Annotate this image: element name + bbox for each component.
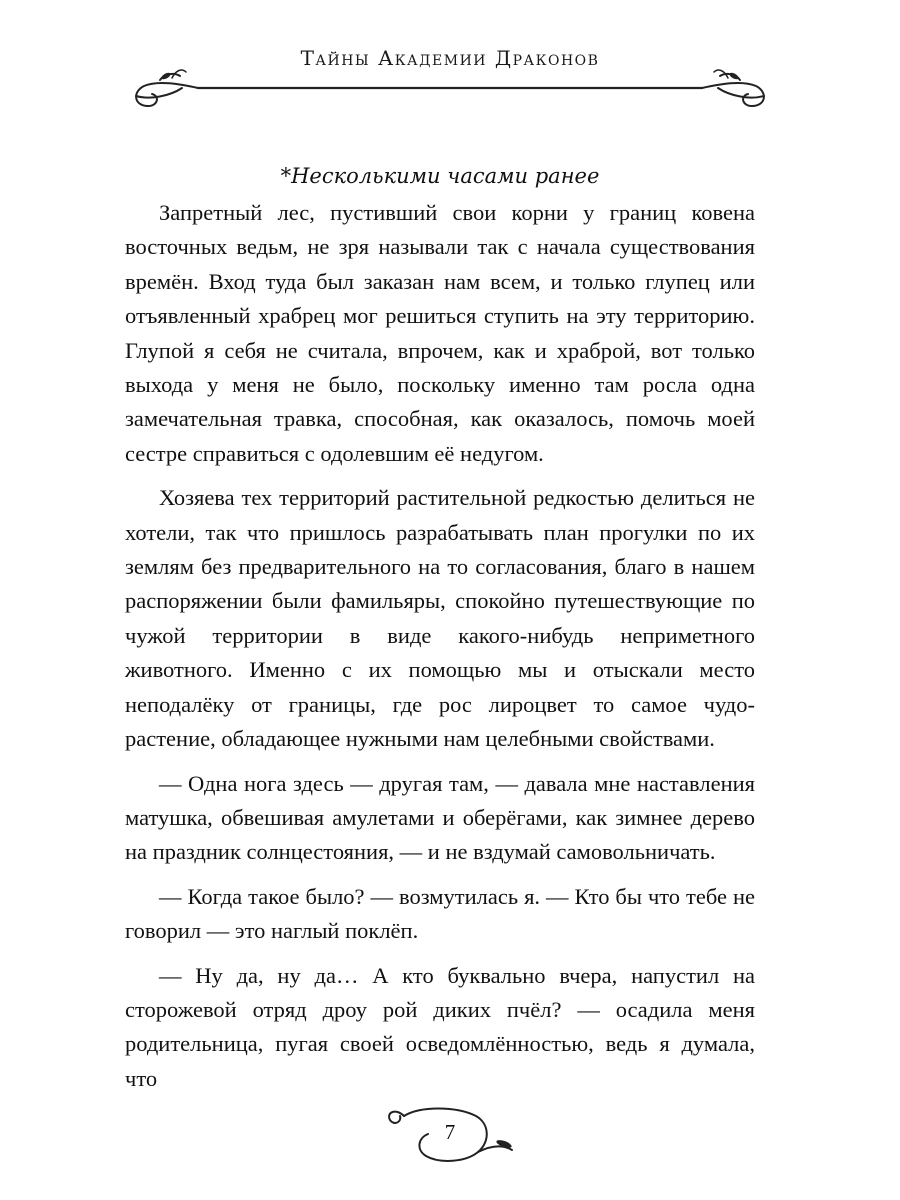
page-footer: [380, 1098, 520, 1170]
page-text: [125, 158, 755, 1106]
paragraph: — Когда такое было? — возмутилась я. — Кто бы что тебе не говорил — это наглый поклёп.: [125, 883, 755, 944]
paragraph: — Одна нога здесь — другая там, — давала мне наставления матушка, обвешивая амулетами и оберёгами, как зимнее дерево на праздник солнцестояния, — и не вздумай самовольничать.: [125, 770, 755, 865]
header-ornament: [120, 66, 780, 136]
paragraph: — Ну да, ну да… А кто буквально вчера, напустил на сторожевой отряд дроу рой диких пчёл? — осадила меня родительница, пугая своей осведомлённостью, ведь я думала, что: [125, 962, 755, 1091]
section-subtitle: *Несколькими часами ранее: [280, 164, 600, 188]
page-number: 7: [444, 1120, 456, 1144]
running-header: [120, 30, 780, 110]
paragraph: Запретный лес, пустивший свои корни у границ ковена восточных ведьм, не зря называли так с начала существования времён. Вход туда был заказан нам всем, и только глупец или отъявленный храбрец мог решиться ступить на эту территорию. Глупой я себя не считала, впрочем, как и храброй, вот только выхода у меня не было, поскольку именно там росла одна замечательная травка, способная, как оказалось, помочь моей сестре справиться с одолевшим её недугом.: [125, 200, 755, 466]
paragraph: Хозяева тех территорий растительной редкостью делиться не хотели, так что пришлось разрабатывать план прогулки по их землям без предварительного на то согласования, благо в нашем распоряжении были фамильяры, спокойно путешествующие по чужой территории в виде какого-нибудь неприметного животного. Именно с их помощью мы и отыскали место неподалёку от границы, где рос лироцвет то самое чудо-растение, обладающее нужными нам целебными свойствами.: [125, 485, 755, 752]
header-title: Тайны Академии Драконов: [300, 46, 600, 70]
